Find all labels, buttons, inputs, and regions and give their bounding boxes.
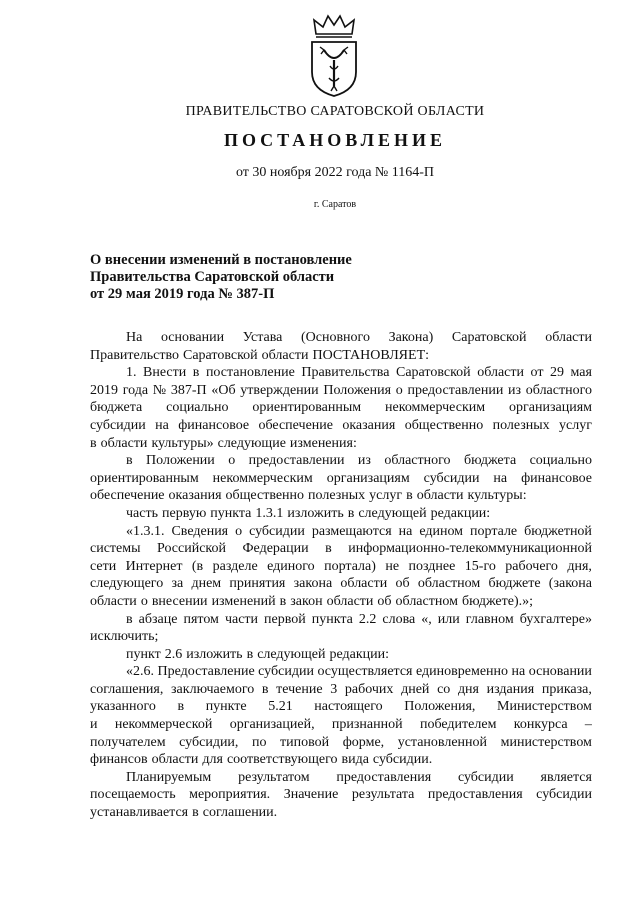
body-line — [90, 399, 592, 417]
body-word: в — [406, 488, 413, 504]
body-word: первой — [264, 611, 306, 627]
body-word: пункта — [210, 505, 252, 521]
body-word: бухгалтере» — [519, 611, 592, 627]
body-word: результатом — [238, 769, 310, 785]
body-line — [90, 681, 592, 699]
body-word: за — [171, 576, 184, 592]
body-word: области — [340, 576, 388, 592]
body-word: часть — [126, 505, 158, 521]
body-word: изменений — [211, 593, 276, 609]
body-word: о — [395, 382, 403, 398]
body-line — [90, 347, 592, 365]
body-word: ПОСТАНОВЛЯЕТ: — [312, 347, 430, 363]
body-word: в — [347, 505, 355, 521]
body-word: в — [325, 541, 332, 557]
body-word: в — [126, 453, 133, 469]
body-line — [90, 751, 592, 769]
body-word: некоммерческим — [385, 400, 486, 416]
body-word: обеспечение — [90, 488, 165, 504]
document-subject — [90, 252, 410, 303]
body-word: получателем — [90, 734, 166, 750]
body-word: области — [477, 365, 524, 381]
body-word: в — [177, 699, 185, 715]
body-word: социально — [529, 453, 592, 469]
body-word: области — [151, 752, 199, 768]
body-word: области — [100, 435, 148, 451]
body-word: пункта — [311, 611, 353, 627]
body-word: Интернет — [125, 558, 183, 574]
body-line — [90, 769, 592, 787]
body-word: системы — [90, 541, 141, 557]
body-word: для — [202, 752, 223, 768]
body-word: На — [126, 330, 143, 345]
body-word: области — [326, 593, 374, 609]
body-word: настоящего — [314, 699, 383, 715]
body-word: субсидии — [457, 769, 514, 785]
body-word: мероприятия. — [189, 787, 271, 803]
body-word: Правительства — [301, 365, 390, 381]
body-word: бюджетной — [524, 523, 592, 539]
body-word: посещаемость — [90, 787, 176, 803]
body-word: изложить — [287, 505, 344, 521]
body-word: размещаются — [311, 523, 392, 539]
body-word: в — [246, 646, 254, 662]
body-word: внесении — [151, 593, 208, 609]
body-word: следующего — [90, 576, 164, 592]
body-line — [90, 382, 592, 400]
body-word: «Об — [211, 382, 236, 398]
body-word: соглашения, — [90, 681, 164, 697]
body-word: Федерации — [242, 541, 309, 557]
body-word: сети — [90, 558, 117, 574]
body-word: в — [279, 593, 287, 609]
subject-line: от 29 мая 2019 года № 387-П — [90, 286, 275, 302]
body-word: областном — [417, 576, 481, 592]
body-line — [90, 734, 592, 752]
body-word: на — [398, 523, 413, 539]
body-line — [90, 611, 592, 629]
body-word: Министерством — [497, 699, 592, 715]
body-word: рабочего — [505, 558, 558, 574]
body-word: Планируемым — [126, 769, 212, 785]
body-line — [90, 698, 592, 716]
body-word: рабочих — [344, 681, 394, 697]
body-word: соответствующего — [226, 752, 338, 768]
body-line — [90, 487, 592, 505]
body-word: субсидии. — [372, 752, 433, 768]
body-word: субсидии, — [179, 734, 239, 750]
body-word: полезных — [492, 417, 550, 433]
body-word: министерством — [500, 734, 592, 750]
body-line — [90, 523, 592, 541]
body-word: «2.6. — [126, 664, 154, 680]
body-word: приказа, — [541, 681, 592, 697]
body-line — [90, 540, 592, 558]
body-word: Внести — [143, 365, 187, 381]
body-word: бюджета — [463, 453, 517, 469]
body-word: Закона) — [388, 330, 434, 345]
body-word: областного — [525, 382, 592, 398]
body-word: 2.6 — [164, 646, 183, 662]
body-word: оказания — [342, 417, 396, 433]
body-line — [90, 646, 592, 664]
body-word: предоставлении — [407, 382, 504, 398]
body-word: части — [224, 611, 259, 627]
body-word: Положении — [146, 453, 215, 469]
body-word: закона — [293, 576, 333, 592]
body-word: со — [437, 681, 451, 697]
body-word: по — [251, 734, 267, 750]
body-word: услуг — [369, 488, 403, 504]
body-word: принятия — [229, 576, 286, 592]
body-word: в — [261, 681, 269, 697]
body-word: «1.3.1. — [126, 523, 165, 539]
subject-line: Правительства Саратовской области — [90, 269, 335, 285]
body-word: об — [395, 576, 410, 592]
body-word: Российской — [157, 541, 227, 557]
body-word: на — [511, 664, 526, 680]
body-word: субсидии — [249, 523, 305, 539]
coat-of-arms-icon — [306, 14, 362, 98]
body-line — [90, 575, 592, 593]
body-line — [90, 663, 592, 681]
body-word: (в — [191, 558, 204, 574]
body-word: Положения, — [404, 699, 476, 715]
body-word: из — [357, 453, 371, 469]
body-word: исключить; — [90, 629, 159, 645]
body-word: субсидии — [258, 664, 314, 680]
body-word: полезных — [308, 488, 366, 504]
body-word: организациям — [509, 400, 592, 416]
body-word: информационно-телекоммуникационной — [348, 541, 592, 557]
body-word: позднее — [408, 558, 456, 574]
body-word: субсидии — [536, 787, 592, 803]
body-word: областного — [384, 453, 451, 469]
body-word: 29 — [550, 365, 564, 381]
body-word: Саратовской — [395, 365, 471, 381]
body-word: организацией, — [229, 717, 315, 733]
body-word: финансовое — [178, 417, 250, 433]
body-word: культуры» — [151, 435, 214, 451]
body-word: пятом — [183, 611, 219, 627]
body-word: в — [90, 435, 97, 451]
body-word: победителем — [419, 717, 497, 733]
body-word: дней — [401, 681, 430, 697]
body-word: о — [140, 593, 148, 609]
body-line — [90, 558, 592, 576]
body-word: Устава — [242, 330, 283, 345]
body-word: (закона — [548, 576, 592, 592]
body-word: о — [228, 453, 236, 469]
body-word: Правительство — [90, 347, 179, 363]
document-type: ПОСТАНОВЛЕНИЕ — [223, 130, 447, 150]
body-word: области — [90, 593, 137, 609]
body-word: устанавливается — [90, 805, 189, 821]
body-word: бюджете).»; — [461, 593, 534, 609]
body-line — [90, 593, 592, 611]
body-word: 2.2 — [358, 611, 377, 627]
body-line — [90, 435, 592, 453]
document-body — [90, 329, 592, 822]
body-word: от — [530, 365, 544, 381]
body-word: общественно — [404, 417, 484, 433]
body-word: форме, — [342, 734, 385, 750]
body-word: предоставления — [336, 769, 432, 785]
body-word: главном — [465, 611, 514, 627]
body-line — [90, 786, 592, 804]
body-word: осуществляется — [317, 664, 413, 680]
body-word: является — [540, 769, 592, 785]
body-word: финансовое — [521, 470, 592, 486]
body-word: дня, — [567, 558, 592, 574]
body-word: заключаемого — [171, 681, 255, 697]
body-word: «, — [421, 611, 432, 627]
body-word: и — [90, 717, 98, 733]
body-word: из — [508, 382, 522, 398]
body-word: в — [192, 365, 200, 381]
body-word: (Основного — [300, 330, 370, 345]
body-word: года — [122, 382, 149, 398]
body-word: издания — [486, 681, 535, 697]
body-word: субсидии — [90, 417, 146, 433]
body-word: области — [416, 488, 464, 504]
body-line — [90, 628, 592, 646]
body-word: Положения — [323, 382, 392, 398]
body-word: – — [584, 717, 592, 733]
document-date-number: от 30 ноября 2022 года № 1164-П — [235, 165, 435, 180]
body-word: 3 — [330, 681, 338, 697]
body-word: закон — [290, 593, 323, 609]
body-word: основании — [528, 664, 592, 680]
body-word: следующей — [358, 505, 427, 521]
body-word: утверждении — [240, 382, 319, 398]
body-word: 15-го — [464, 558, 496, 574]
body-word: 2019 — [90, 382, 118, 398]
government-name: ПРАВИТЕЛЬСТВО САРАТОВСКОЙ ОБЛАСТИ — [185, 104, 485, 119]
body-word: 387-П — [170, 382, 207, 398]
body-word: пункт — [126, 646, 161, 662]
body-word: установленной — [397, 734, 488, 750]
body-word: финансов — [90, 752, 148, 768]
body-word: следующей — [257, 646, 326, 662]
body-word: первую — [161, 505, 207, 521]
body-word: единого — [267, 558, 315, 574]
body-word: соглашении. — [202, 805, 278, 821]
body-word: портала) — [324, 558, 376, 574]
body-word: бюджета — [90, 400, 143, 416]
body-word: указанного — [90, 699, 156, 715]
body-word: области — [545, 330, 592, 345]
body-word: абзаце — [138, 611, 178, 627]
body-word: области — [261, 347, 309, 363]
body-word: Саратовской — [182, 347, 258, 363]
body-word: Сведения — [171, 523, 229, 539]
body-word: Значение — [283, 787, 339, 803]
body-word: в — [192, 805, 199, 821]
body-word: результата — [351, 787, 415, 803]
body-word: об — [377, 593, 392, 609]
body-word: признанной — [331, 717, 403, 733]
body-word: оказания — [168, 488, 222, 504]
body-word: обеспечение — [258, 417, 333, 433]
body-word: мая — [570, 365, 592, 381]
body-word: бюджете — [488, 576, 541, 592]
body-word: услуг — [559, 417, 592, 433]
body-word: 5.21 — [268, 699, 293, 715]
body-word: течение — [276, 681, 323, 697]
body-word: предоставления — [427, 787, 523, 803]
body-word: субсидии — [423, 470, 480, 486]
body-word: разделе — [212, 558, 258, 574]
body-word: 1.3.1 — [255, 505, 284, 521]
body-word: типовой — [280, 734, 330, 750]
body-word: слова — [382, 611, 416, 627]
body-line — [90, 364, 592, 382]
body-word: не — [385, 558, 400, 574]
body-word: основании — [160, 330, 225, 345]
body-word: общественно — [225, 488, 305, 504]
body-word: следующие — [217, 435, 286, 451]
body-word: редакции: — [329, 646, 390, 662]
body-line — [90, 804, 592, 822]
body-word: о — [235, 523, 243, 539]
body-word: № — [152, 382, 167, 398]
body-word: редакции: — [430, 505, 491, 521]
body-line — [90, 329, 592, 347]
body-word: едином — [419, 523, 464, 539]
body-line — [90, 452, 592, 470]
body-word: днем — [191, 576, 222, 592]
body-word: ориентированным — [252, 400, 362, 416]
body-word: единовременно — [416, 664, 509, 680]
body-word: Предоставление — [157, 664, 255, 680]
body-word: портале — [470, 523, 518, 539]
body-word: организациям — [326, 470, 410, 486]
body-word: постановление — [205, 365, 295, 381]
subject-line: О внесении изменений в постановление — [90, 252, 352, 268]
body-word: 1. — [126, 365, 137, 381]
body-line — [90, 470, 592, 488]
body-word: изменения: — [289, 435, 357, 451]
body-word: изложить — [186, 646, 243, 662]
body-word: дня — [457, 681, 479, 697]
body-word: культуры: — [467, 488, 527, 504]
body-word: некоммерческой — [114, 717, 213, 733]
body-word: пункте — [205, 699, 247, 715]
body-word: ориентированным — [90, 470, 199, 486]
body-word: вида — [341, 752, 369, 768]
body-word: предоставлении — [248, 453, 345, 469]
body-word: областном — [395, 593, 458, 609]
body-word: в — [126, 611, 133, 627]
body-word: социально — [166, 400, 229, 416]
body-word: или — [437, 611, 460, 627]
body-line — [90, 505, 592, 523]
document-city: г. Саратов — [313, 199, 357, 210]
body-word: Саратовской — [451, 330, 527, 345]
body-word: на — [493, 470, 508, 486]
body-word: конкурса — [513, 717, 568, 733]
body-word: некоммерческим — [212, 470, 313, 486]
body-word: на — [155, 417, 169, 433]
body-line — [90, 716, 592, 734]
body-line — [90, 417, 592, 435]
